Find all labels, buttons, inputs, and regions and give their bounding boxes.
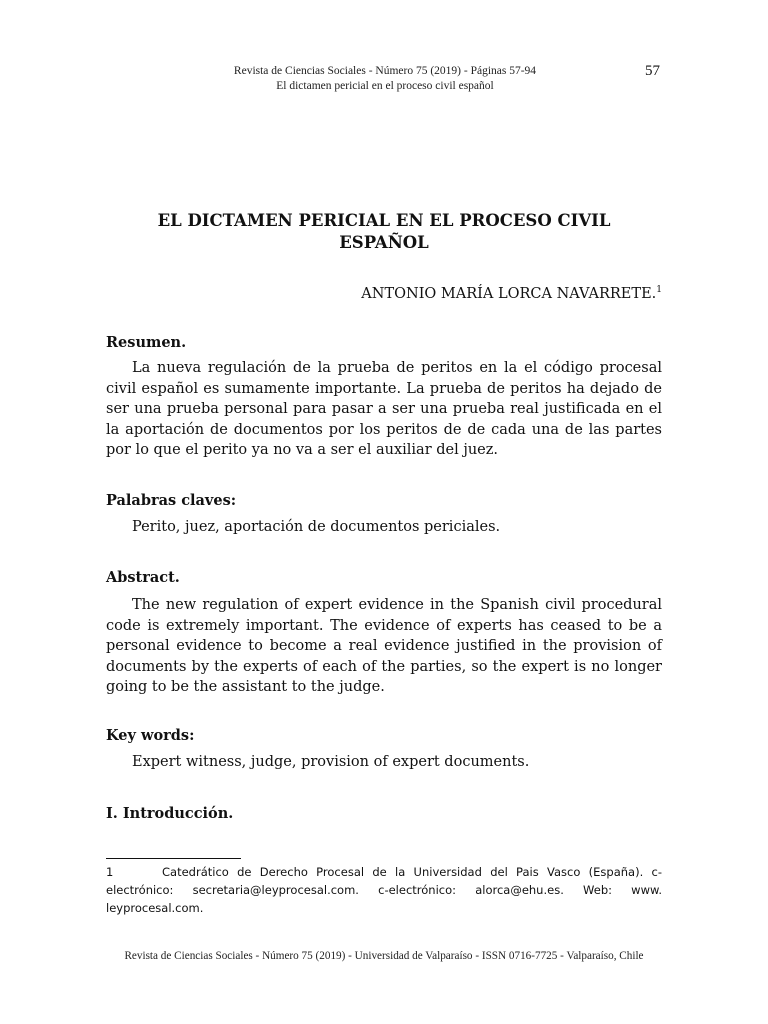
author-name: ANTONIO MARÍA LORCA NAVARRETE.: [361, 285, 657, 302]
abstract-heading: Abstract.: [106, 569, 180, 586]
palabras-claves-section: [106, 491, 662, 538]
page-footer: Revista de Ciencias Sociales - Número 75 (2019) - Universidad de Valparaíso - ISSN 0716-7725 - Valparaíso, Chile: [124, 950, 644, 962]
title-line-2: ESPAÑOL: [339, 233, 429, 252]
resumen-section: [106, 333, 662, 461]
footnote-text: Catedrático de Derecho Procesal de la Universidad del Pais Vasco (España). c-electrónico: secretaria@leyprocesal.com. c-electrónico: alorca@ehu.es. Web: www. leyprocesal.com.: [106, 865, 662, 915]
author-footnote-mark[interactable]: 1: [656, 285, 662, 295]
footnote-divider: [106, 858, 241, 859]
title-line-1: EL DICTAMEN PERICIAL EN EL PROCESO CIVIL: [157, 211, 611, 230]
footnote: [106, 863, 662, 917]
key-words-heading: Key words:: [106, 727, 195, 744]
key-words-body: Expert witness, judge, provision of expert documents.: [132, 754, 530, 770]
article-title: [106, 210, 662, 254]
author-line: [361, 285, 662, 302]
palabras-claves-heading: Palabras claves:: [106, 492, 237, 509]
page-number: 57: [645, 63, 660, 79]
running-head: [200, 64, 570, 94]
journal-line: Revista de Ciencias Sociales - Número 75 (2019) - Páginas 57-94: [233, 65, 537, 77]
footnote-number: 1: [106, 865, 114, 879]
abstract-section: [106, 568, 662, 698]
palabras-claves-body: Perito, juez, aportación de documentos periciales.: [132, 519, 501, 535]
abstract-body: The new regulation of expert evidence in the Spanish civil procedural code is extremely important. The evidence of experts has ceased to be a personal evidence to become a real evidence justified in the provision of documents by the experts of each of the parties, so the expert is no longer going to be the assistant to the judge.: [106, 597, 662, 695]
introduccion-heading: I. Introducción.: [106, 805, 234, 822]
resumen-body: La nueva regulación de la prueba de peritos en la el código procesal civil español es sumamente importante. La prueba de peritos ha dejado de ser una prueba personal para pasar a ser una prueba real justificada en el la aportación de documentos por los peritos de de cada una de las partes por lo que el perito ya no va a ser el auxiliar del juez.: [106, 360, 662, 458]
article-short-title: El dictamen pericial en el proceso civil español: [276, 80, 494, 92]
resumen-heading: Resumen.: [106, 334, 187, 351]
introduccion-section: [106, 804, 662, 824]
key-words-section: [106, 726, 662, 773]
